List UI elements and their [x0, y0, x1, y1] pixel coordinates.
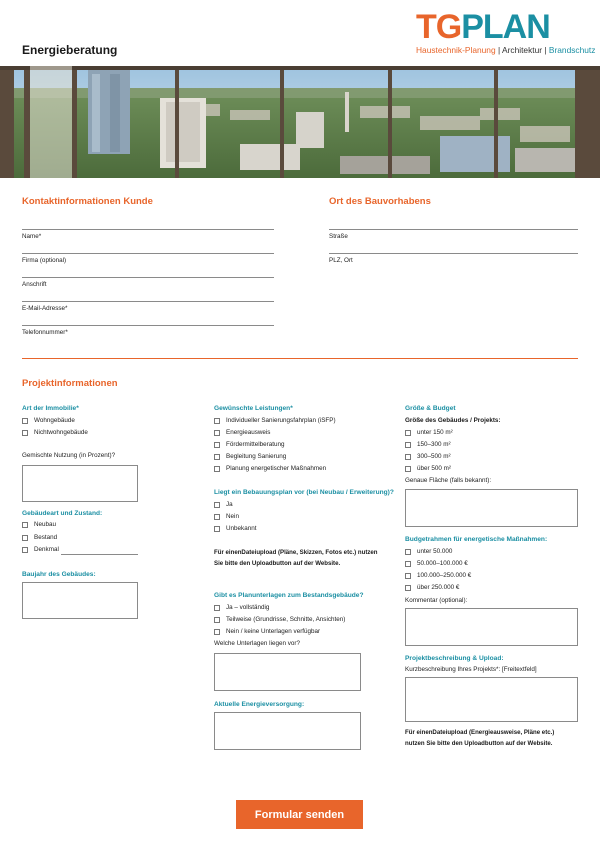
monument-detail-line[interactable]: [61, 554, 138, 555]
checkbox-plan-yes[interactable]: Ja: [214, 501, 233, 508]
services-title: Gewünschte Leistungen*: [214, 405, 293, 412]
project-description-title: Projektbeschreibung & Upload:: [405, 655, 504, 662]
checkbox-icon[interactable]: [214, 526, 220, 532]
checkbox-icon[interactable]: [22, 547, 28, 553]
address-field[interactable]: [22, 301, 274, 302]
project-description-textbox[interactable]: [405, 677, 578, 722]
checkbox-docs-none[interactable]: Nein / keine Unterlagen verfügbar: [214, 628, 320, 635]
checkbox-existing[interactable]: Bestand: [22, 534, 57, 541]
logo-tg: TG: [416, 8, 462, 46]
checkbox-budget-100k-250k[interactable]: 100.000–250.000 €: [405, 572, 471, 579]
address-label: Anschrift: [22, 281, 47, 288]
logo-tagline: Haustechnik-Planung | Architektur | Brandschutz: [416, 45, 596, 55]
size-subtitle: Größe des Gebäudes / Projekts:: [405, 417, 501, 424]
checkbox-renovation-support[interactable]: Begleitung Sanierung: [214, 453, 286, 460]
checkbox-docs-partial[interactable]: Teilweise (Grundrisse, Schnitte, Ansichten): [214, 616, 345, 623]
page-title: Energieberatung: [22, 43, 118, 57]
checkbox-size-under-150[interactable]: unter 150 m²: [405, 429, 453, 436]
city-banner-image: [0, 66, 600, 178]
email-label: E-Mail-Adresse*: [22, 305, 68, 312]
location-top-line: [329, 229, 578, 230]
checkbox-icon[interactable]: [214, 418, 220, 424]
checkbox-budget-under-50k[interactable]: unter 50.000: [405, 548, 452, 555]
phone-label: Telefonnummer*: [22, 329, 68, 336]
energy-supply-textbox[interactable]: [214, 712, 361, 750]
energy-supply-title: Aktuelle Energieversorgung:: [214, 701, 305, 708]
checkbox-docs-complete[interactable]: Ja – vollständig: [214, 604, 269, 611]
email-field[interactable]: [22, 325, 274, 326]
checkbox-size-over-500[interactable]: über 500 m²: [405, 465, 451, 472]
budget-title: Budgetrahmen für energetische Maßnahmen:: [405, 536, 548, 543]
project-description-label: Kurzbeschreibung Ihres Projekts*: [Freitextfeld]: [405, 666, 537, 673]
checkbox-icon[interactable]: [214, 502, 220, 508]
checkbox-plan-unknown[interactable]: Unbekannt: [214, 525, 256, 532]
zip-city-label: PLZ, Ort: [329, 257, 353, 264]
name-field[interactable]: [22, 253, 274, 254]
mixed-use-textbox[interactable]: [22, 465, 138, 502]
section-divider: [22, 358, 578, 359]
exact-area-textbox[interactable]: [405, 489, 578, 527]
construction-year-title: Baujahr des Gebäudes:: [22, 571, 96, 578]
checkbox-nonresidential[interactable]: Nichtwohngebäude: [22, 429, 88, 436]
checkbox-size-300-500[interactable]: 300–500 m²: [405, 453, 451, 460]
contact-section-title: Kontaktinformationen Kunde: [22, 196, 153, 207]
checkbox-icon[interactable]: [405, 549, 411, 555]
property-type-title: Art der Immobilie*: [22, 405, 79, 412]
checkbox-energy-certificate[interactable]: Energieausweis: [214, 429, 270, 436]
checkbox-icon[interactable]: [22, 418, 28, 424]
checkbox-icon[interactable]: [214, 430, 220, 436]
name-label: Name*: [22, 233, 42, 240]
existing-documents-question: Gibt es Planunterlagen zum Bestandsgebäude?: [214, 592, 364, 599]
checkbox-icon[interactable]: [405, 442, 411, 448]
checkbox-icon[interactable]: [214, 617, 220, 623]
upload-note-plans: Für einenDateiupload (Pläne, Skizzen, Fotos etc.) nutzen Sie bitte den Uploadbutton auf der Website.: [214, 549, 378, 567]
construction-year-textbox[interactable]: [22, 582, 138, 619]
development-plan-question: Liegt ein Bebauungsplan vor (bei Neubau / Erweiterung)?: [214, 489, 394, 496]
checkbox-icon[interactable]: [405, 466, 411, 472]
checkbox-icon[interactable]: [214, 442, 220, 448]
location-section-title: Ort des Bauvorhabens: [329, 196, 431, 207]
street-field[interactable]: [329, 253, 578, 254]
exact-area-label: Genaue Fläche (falls bekannt):: [405, 477, 492, 484]
size-budget-title: Größe & Budget: [405, 405, 456, 412]
checkbox-new-build[interactable]: Neubau: [22, 521, 56, 528]
checkbox-budget-50k-100k[interactable]: 50.000–100.000 €: [405, 560, 468, 567]
mixed-use-label: Gemischte Nutzung (in Prozent)?: [22, 452, 116, 459]
checkbox-energy-planning[interactable]: Planung energetischer Maßnahmen: [214, 465, 326, 472]
checkbox-plan-no[interactable]: Nein: [214, 513, 239, 520]
checkbox-icon[interactable]: [214, 466, 220, 472]
checkbox-icon[interactable]: [22, 430, 28, 436]
checkbox-icon[interactable]: [22, 522, 28, 528]
company-field[interactable]: [22, 277, 274, 278]
which-documents-textbox[interactable]: [214, 653, 361, 691]
checkbox-funding-advice[interactable]: Fördermittelberatung: [214, 441, 284, 448]
checkbox-isfp[interactable]: Individueller Sanierungsfahrplan (iSFP): [214, 417, 336, 424]
which-documents-label: Welche Unterlagen liegen vor?: [214, 640, 300, 647]
checkbox-icon[interactable]: [405, 561, 411, 567]
building-type-title: Gebäudeart und Zustand:: [22, 510, 103, 517]
checkbox-monument[interactable]: Denkmal: [22, 546, 59, 553]
checkbox-icon[interactable]: [214, 629, 220, 635]
submit-form-button[interactable]: Formular senden: [236, 800, 363, 829]
comment-label: Kommentar (optional):: [405, 597, 468, 604]
logo-plan: PLAN: [461, 8, 550, 46]
comment-textbox[interactable]: [405, 608, 578, 646]
checkbox-residential[interactable]: Wohngebäude: [22, 417, 75, 424]
checkbox-icon[interactable]: [214, 605, 220, 611]
checkbox-icon[interactable]: [405, 585, 411, 591]
project-section-title: Projektinformationen: [22, 378, 118, 389]
checkbox-budget-over-250k[interactable]: über 250.000 €: [405, 584, 459, 591]
company-label: Firma (optional): [22, 257, 67, 264]
tgplan-logo: [416, 8, 596, 56]
checkbox-icon[interactable]: [405, 573, 411, 579]
checkbox-size-150-300[interactable]: 150–300 m²: [405, 441, 451, 448]
street-label: Straße: [329, 233, 348, 240]
upload-note-documents: Für einenDateiupload (Energieausweise, Pläne etc.) nutzen Sie bitte den Uploadbutton auf der Website.: [405, 729, 555, 747]
checkbox-icon[interactable]: [214, 514, 220, 520]
checkbox-icon[interactable]: [405, 430, 411, 436]
contact-top-line: [22, 229, 274, 230]
checkbox-icon[interactable]: [214, 454, 220, 460]
checkbox-icon[interactable]: [22, 535, 28, 541]
checkbox-icon[interactable]: [405, 454, 411, 460]
